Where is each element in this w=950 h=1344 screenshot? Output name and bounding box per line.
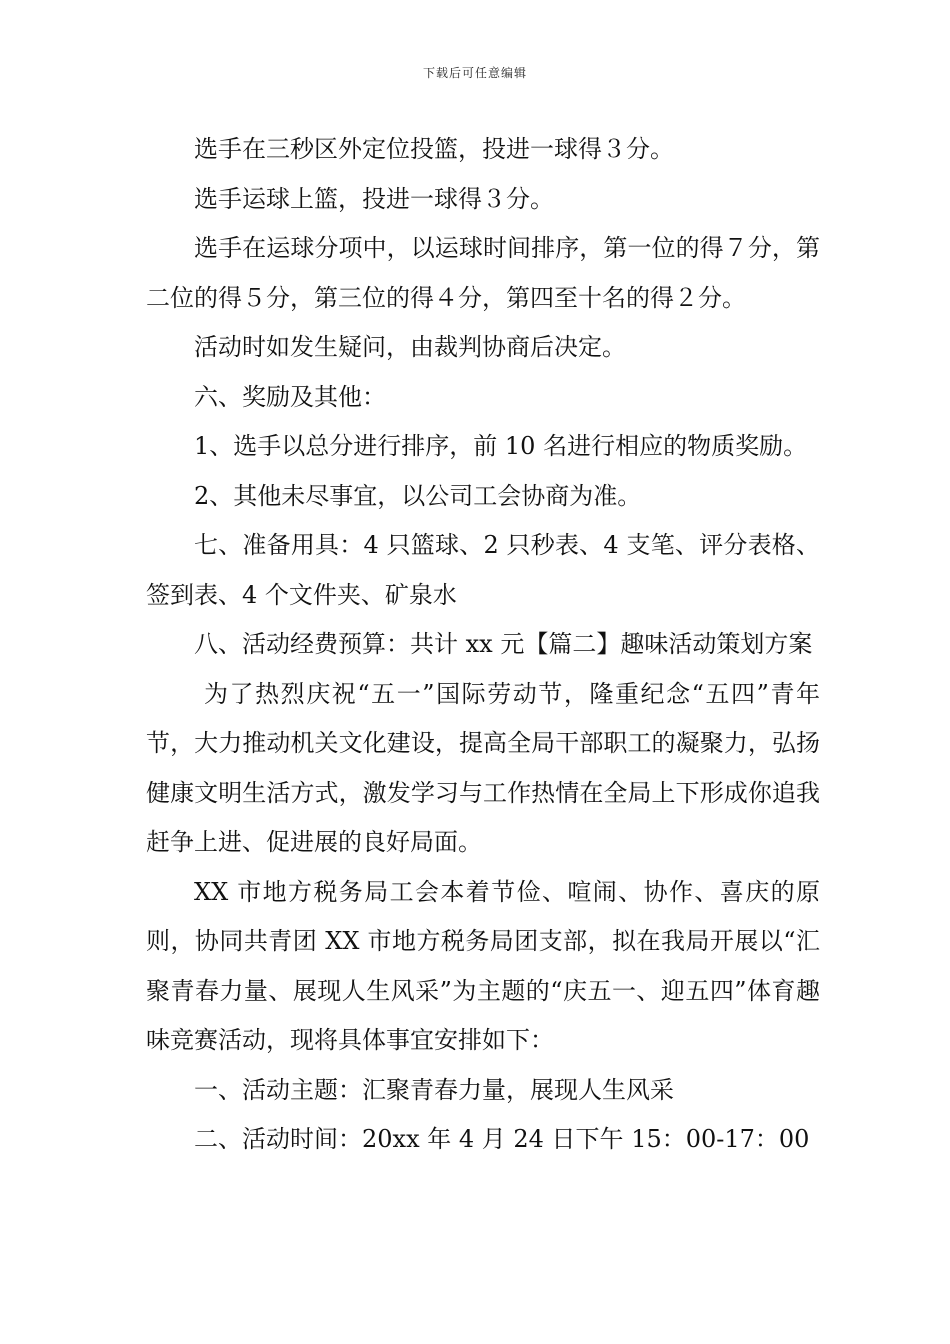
paragraph-other-matters: 2、其他未尽事宜，以公司工会协商为准。 [194,481,642,510]
paragraph-dispute: 活动时如发生疑问，由裁判协商后决定。 [194,333,626,361]
section-heading-rewards: 六、奖励及其他： [194,382,386,411]
paragraph-three-second-shot: 选手在三秒区外定位投篮，投进一球得３分。 [194,135,674,163]
paragraph-intro: 为了热烈庆祝“五一”国际劳动节，隆重纪念“五四”青年节，大力推动机关文化建设，提高全局干部职工的凝聚力，弘扬健康文明生活方式，激发学习与工作热情在全局上下形成你追我赶争上进、促进展的良好局面。 [146,679,820,856]
paragraph-dribble-ranking: 选手在运球分项中，以运球时间排序，第一位的得７分，第二位的得５分，第三位的得４分，第四至十名的得２分。 [146,234,820,312]
document-body [146,125,820,1165]
paragraph-layup: 选手运球上篮，投进一球得３分。 [194,184,554,213]
page-header: 下载后可任意编辑 [422,66,527,80]
paragraph-budget: 八、活动经费预算：共计 xx 元【篇二】趣味活动策划方案 [194,630,813,658]
paragraph-organizer: XX 市地方税务局工会本着节俭、喧闹、协作、喜庆的原则，协同共青团 XX 市地方税务局团支部，拟在我局开展以“汇聚青春力量、展现人生风采”为主题的“庆五一、迎五四”体育趣味竞赛活动，现将具体事宜安排如下： [146,877,820,1054]
paragraph-reward-ranking: 1、选手以总分进行排序，前 10 名进行相应的物质奖励。 [194,432,808,460]
paragraph-theme: 一、活动主题：汇聚青春力量，展现人生风采 [194,1075,674,1104]
paragraph-equipment: 七、准备用具：4 只篮球、2 只秒表、4 支笔、评分表格、签到表、4 个文件夹、矿泉水 [146,531,820,609]
paragraph-time: 二、活动时间：20xx 年 4 月 24 日下午 15：00-17：00 [194,1125,810,1153]
